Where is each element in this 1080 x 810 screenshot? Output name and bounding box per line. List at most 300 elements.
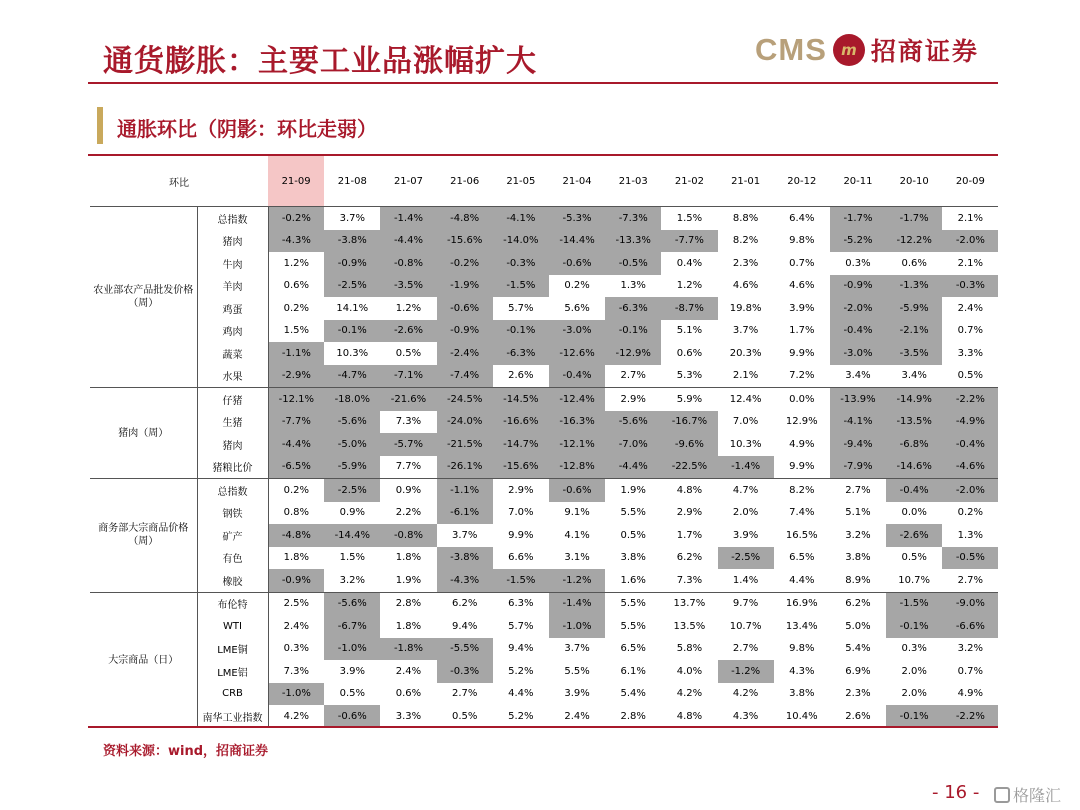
value-cell: 6.9% <box>845 665 871 677</box>
value-cell: -24.5% <box>437 388 493 411</box>
value-cell: -15.6% <box>437 230 493 253</box>
value-cell: 3.7% <box>564 643 590 655</box>
value-cell: -6.7% <box>324 615 380 638</box>
value-cell: -2.0% <box>942 479 998 502</box>
row-label: 水果 <box>197 365 268 388</box>
value-cell: 2.6% <box>845 710 871 722</box>
value-cell: 9.4% <box>508 643 534 655</box>
value-cell: -1.1% <box>437 479 493 502</box>
value-cell: 0.0% <box>774 388 830 411</box>
value-cell: -7.7% <box>661 230 717 253</box>
value-cell: -14.5% <box>493 388 549 411</box>
value-cell: 3.2% <box>339 574 365 586</box>
value-cell: -16.3% <box>549 411 605 434</box>
value-cell: 3.7% <box>732 325 759 337</box>
value-cell: -13.5% <box>886 411 942 434</box>
value-cell: 5.2% <box>508 710 534 722</box>
value-cell: 5.1% <box>676 325 703 337</box>
value-cell: -13.9% <box>830 388 886 411</box>
value-cell: -0.3% <box>493 252 549 275</box>
value-cell: 7.3% <box>676 574 703 586</box>
value-cell: -4.3% <box>268 230 324 253</box>
value-cell: 8.2% <box>732 235 759 247</box>
row-label: LME铜 <box>197 638 268 661</box>
table-row <box>90 275 998 298</box>
value-cell: 2.1% <box>942 207 998 230</box>
value-cell: 3.9% <box>732 529 759 541</box>
value-cell: -21.5% <box>437 433 493 456</box>
value-cell: -15.6% <box>493 456 549 479</box>
value-cell: 0.7% <box>957 325 984 337</box>
value-cell: 16.5% <box>785 529 818 541</box>
row-label: 蔬菜 <box>197 342 268 365</box>
value-cell: 0.9% <box>380 479 436 502</box>
row-label: 总指数 <box>197 207 268 230</box>
value-cell: -12.4% <box>549 388 605 411</box>
value-cell: -5.9% <box>324 456 380 479</box>
value-cell: -0.6% <box>324 705 380 728</box>
value-cell: 1.8% <box>395 620 422 632</box>
row-label: 仔猪 <box>197 388 268 411</box>
value-cell: 4.2% <box>732 688 759 700</box>
value-cell: 0.3% <box>901 643 927 655</box>
logo-company-name: 招商证券 <box>870 37 979 66</box>
value-cell: -5.6% <box>605 411 661 434</box>
table-row <box>90 252 998 275</box>
value-cell: 0.2% <box>957 507 984 519</box>
watermark-logo-icon <box>994 787 1010 803</box>
value-cell: -0.1% <box>886 705 942 728</box>
value-cell: -16.6% <box>493 411 549 434</box>
value-cell: 8.2% <box>774 479 830 502</box>
value-cell: -4.7% <box>324 365 380 388</box>
slide-title: 通货膨胀：主要工业品涨幅扩大 <box>103 44 537 79</box>
column-header: 21-03 <box>618 175 648 187</box>
value-cell: -5.2% <box>830 230 886 253</box>
value-cell: -6.3% <box>605 297 661 320</box>
value-cell: 2.8% <box>620 710 646 722</box>
value-cell: 5.4% <box>845 643 871 655</box>
row-label: 猪肉 <box>197 433 268 456</box>
value-cell: 2.3% <box>845 688 871 700</box>
row-label: 总指数 <box>197 479 268 502</box>
value-cell: -1.4% <box>380 207 436 230</box>
value-cell: -7.7% <box>268 411 324 434</box>
value-cell: 2.8% <box>380 592 436 615</box>
table-corner-label: 环比 <box>169 177 189 189</box>
column-header: 20-11 <box>843 175 873 187</box>
value-cell: -0.8% <box>380 252 436 275</box>
value-cell: 10.3% <box>336 347 369 359</box>
row-label: LME铝 <box>197 660 268 683</box>
value-cell: -7.3% <box>605 207 661 230</box>
value-cell: 2.7% <box>957 574 984 586</box>
value-cell: -0.1% <box>324 320 380 343</box>
value-cell: 3.9% <box>789 302 815 314</box>
value-cell: 2.6% <box>508 370 534 382</box>
value-cell: -2.2% <box>942 705 998 728</box>
value-cell: 7.3% <box>395 416 422 428</box>
value-cell: -3.5% <box>380 275 436 298</box>
source-note: 资料来源：wind，招商证券 <box>103 744 269 759</box>
value-cell: 4.4% <box>508 688 534 700</box>
value-cell: 7.2% <box>789 370 815 382</box>
value-cell: 7.0% <box>508 507 534 519</box>
value-cell: -0.8% <box>380 524 436 547</box>
table-body <box>90 207 998 728</box>
value-cell: -4.1% <box>830 411 886 434</box>
column-header: 21-06 <box>450 175 480 187</box>
value-cell: 8.9% <box>845 574 871 586</box>
value-cell: -12.1% <box>549 433 605 456</box>
table-subtitle: 通胀环比（阴影：环比走弱） <box>117 117 377 141</box>
value-cell: 12.9% <box>785 416 818 428</box>
table-row <box>90 479 998 502</box>
value-cell: -2.0% <box>942 230 998 253</box>
value-cell: 9.4% <box>451 620 478 632</box>
value-cell: 9.1% <box>564 507 590 519</box>
value-cell: 0.5% <box>901 552 927 564</box>
value-cell: 4.9% <box>957 688 984 700</box>
row-label: 鸡蛋 <box>197 297 268 320</box>
value-cell: 6.3% <box>493 592 549 615</box>
value-cell: 3.3% <box>957 347 984 359</box>
value-cell: -0.9% <box>437 320 493 343</box>
value-cell: -5.9% <box>886 297 942 320</box>
value-cell: -6.3% <box>493 342 549 365</box>
value-cell: -12.6% <box>549 342 605 365</box>
value-cell: 3.9% <box>564 688 590 700</box>
value-cell: -18.0% <box>324 388 380 411</box>
value-cell: -0.5% <box>605 252 661 275</box>
column-header: 21-09 <box>268 156 324 207</box>
value-cell: 8.8% <box>718 207 774 230</box>
value-cell: -1.4% <box>549 592 605 615</box>
row-label: 生猪 <box>197 411 268 434</box>
value-cell: -4.3% <box>437 569 493 592</box>
table-row <box>90 411 998 434</box>
column-header: 21-04 <box>562 175 592 187</box>
value-cell: 6.5% <box>620 643 646 655</box>
value-cell: 2.4% <box>395 665 422 677</box>
table-row <box>90 660 998 683</box>
value-cell: 7.3% <box>283 665 310 677</box>
value-cell: -0.1% <box>493 320 549 343</box>
value-cell: 3.2% <box>957 643 984 655</box>
value-cell: -12.1% <box>268 388 324 411</box>
value-cell: -0.2% <box>268 207 324 230</box>
value-cell: 4.0% <box>676 665 703 677</box>
value-cell: 2.9% <box>493 479 549 502</box>
value-cell: -7.4% <box>437 365 493 388</box>
value-cell: 12.4% <box>718 388 774 411</box>
value-cell: 0.2% <box>283 302 310 314</box>
value-cell: -5.6% <box>324 411 380 434</box>
value-cell: 5.6% <box>564 302 590 314</box>
value-cell: 9.8% <box>789 235 815 247</box>
title-divider <box>88 82 998 84</box>
value-cell: -2.5% <box>324 275 380 298</box>
value-cell: 10.3% <box>729 438 762 450</box>
group-label: 商务部大宗商品价格（周） <box>90 479 197 593</box>
value-cell: -0.6% <box>549 252 605 275</box>
value-cell: -1.7% <box>886 207 942 230</box>
value-cell: 3.7% <box>324 207 380 230</box>
row-label: 矿产 <box>197 524 268 547</box>
group-label: 大宗商品（日） <box>90 592 197 728</box>
value-cell: 3.3% <box>395 710 422 722</box>
value-cell: 4.7% <box>718 479 774 502</box>
value-cell: -3.8% <box>437 547 493 570</box>
value-cell: 13.5% <box>673 620 706 632</box>
row-label: 鸡肉 <box>197 320 268 343</box>
value-cell: 5.9% <box>661 388 717 411</box>
value-cell: -2.1% <box>886 320 942 343</box>
value-cell: -24.0% <box>437 411 493 434</box>
value-cell: 2.7% <box>620 370 646 382</box>
value-cell: -6.5% <box>268 456 324 479</box>
group-label: 农业部农产品批发价格（周） <box>90 207 197 388</box>
value-cell: 0.5% <box>957 370 984 382</box>
value-cell: 16.9% <box>774 592 830 615</box>
value-cell: -1.0% <box>268 683 324 706</box>
value-cell: 0.0% <box>901 507 927 519</box>
value-cell: 0.6% <box>283 280 310 292</box>
value-cell: -14.0% <box>493 230 549 253</box>
value-cell: -5.0% <box>324 433 380 456</box>
value-cell: 1.8% <box>283 552 310 564</box>
table-row <box>90 388 998 411</box>
value-cell: 2.4% <box>957 302 984 314</box>
value-cell: -6.8% <box>886 433 942 456</box>
value-cell: -2.5% <box>324 479 380 502</box>
table-row <box>90 524 998 547</box>
value-cell: -1.5% <box>493 275 549 298</box>
value-cell: -0.6% <box>549 479 605 502</box>
value-cell: 0.5% <box>339 688 365 700</box>
value-cell: 2.9% <box>605 388 661 411</box>
value-cell: 5.1% <box>845 507 871 519</box>
value-cell: -2.4% <box>437 342 493 365</box>
value-cell: 6.2% <box>676 552 703 564</box>
value-cell: -2.2% <box>942 388 998 411</box>
value-cell: 4.8% <box>661 479 717 502</box>
value-cell: -0.6% <box>437 297 493 320</box>
value-cell: 4.2% <box>676 688 703 700</box>
value-cell: 2.9% <box>676 507 703 519</box>
table-row <box>90 342 998 365</box>
value-cell: -2.0% <box>830 297 886 320</box>
value-cell: 3.4% <box>901 370 927 382</box>
value-cell: 5.4% <box>620 688 646 700</box>
value-cell: -4.9% <box>942 411 998 434</box>
value-cell: 1.5% <box>283 325 310 337</box>
value-cell: 2.0% <box>732 507 759 519</box>
value-cell: -4.4% <box>268 433 324 456</box>
value-cell: -5.6% <box>324 592 380 615</box>
value-cell: 0.4% <box>676 257 703 269</box>
value-cell: -1.3% <box>886 275 942 298</box>
value-cell: 14.1% <box>336 302 369 314</box>
value-cell: 9.9% <box>789 461 815 473</box>
value-cell: 5.3% <box>676 370 703 382</box>
value-cell: -4.8% <box>268 524 324 547</box>
value-cell: -12.8% <box>549 456 605 479</box>
value-cell: -1.4% <box>718 456 774 479</box>
value-cell: -2.6% <box>886 524 942 547</box>
value-cell: -1.1% <box>268 342 324 365</box>
value-cell: -2.6% <box>380 320 436 343</box>
value-cell: 3.1% <box>564 552 590 564</box>
value-cell: 5.8% <box>676 643 703 655</box>
value-cell: 9.7% <box>718 592 774 615</box>
value-cell: -7.0% <box>605 433 661 456</box>
value-cell: 0.5% <box>395 347 422 359</box>
row-label: 有色 <box>197 547 268 570</box>
watermark <box>994 783 1061 806</box>
value-cell: -21.6% <box>380 388 436 411</box>
column-header: 21-01 <box>731 175 761 187</box>
value-cell: 0.2% <box>564 280 590 292</box>
value-cell: 0.3% <box>845 257 871 269</box>
column-header: 21-05 <box>506 175 536 187</box>
value-cell: -2.5% <box>718 547 774 570</box>
value-cell: 3.4% <box>845 370 871 382</box>
value-cell: 4.2% <box>283 710 310 722</box>
inflation-mom-table <box>90 156 998 728</box>
value-cell: 0.9% <box>339 507 365 519</box>
value-cell: 1.9% <box>395 574 422 586</box>
value-cell: 13.4% <box>785 620 818 632</box>
value-cell: 5.7% <box>508 620 534 632</box>
value-cell: 10.4% <box>785 710 818 722</box>
value-cell: 6.2% <box>437 592 493 615</box>
value-cell: 1.5% <box>661 207 717 230</box>
value-cell: 2.7% <box>830 479 886 502</box>
value-cell: 1.5% <box>339 552 365 564</box>
value-cell: 6.6% <box>508 552 534 564</box>
value-cell: 10.7% <box>898 574 931 586</box>
row-label: 牛肉 <box>197 252 268 275</box>
value-cell: -0.9% <box>268 569 324 592</box>
value-cell: 1.2% <box>676 280 703 292</box>
value-cell: 0.8% <box>283 507 310 519</box>
value-cell: 2.4% <box>564 710 590 722</box>
table-row <box>90 683 998 706</box>
value-cell: 5.7% <box>508 302 534 314</box>
value-cell: -14.4% <box>549 230 605 253</box>
value-cell: 0.5% <box>451 710 478 722</box>
value-cell: -5.3% <box>549 207 605 230</box>
value-cell: 0.3% <box>283 643 310 655</box>
value-cell: 2.3% <box>732 257 759 269</box>
row-label: CRB <box>197 683 268 706</box>
value-cell: -1.5% <box>493 569 549 592</box>
table-row <box>90 547 998 570</box>
value-cell: -0.1% <box>605 320 661 343</box>
row-label: 羊肉 <box>197 275 268 298</box>
logo-emblem-icon: m <box>833 34 865 66</box>
value-cell: -0.4% <box>549 365 605 388</box>
value-cell: 4.3% <box>789 665 815 677</box>
value-cell: -1.7% <box>830 207 886 230</box>
value-cell: 1.2% <box>395 302 422 314</box>
value-cell: -4.8% <box>437 207 493 230</box>
value-cell: 2.4% <box>283 620 310 632</box>
value-cell: -4.1% <box>493 207 549 230</box>
value-cell: 10.7% <box>729 620 762 632</box>
value-cell: 5.5% <box>564 665 590 677</box>
table-bottom-rule <box>88 726 998 728</box>
value-cell: 6.5% <box>789 552 815 564</box>
logo-cms-text: CMS <box>755 32 827 67</box>
value-cell: 9.9% <box>508 529 534 541</box>
value-cell: 9.8% <box>789 643 815 655</box>
value-cell: 20.3% <box>729 347 762 359</box>
value-cell: 0.7% <box>957 665 984 677</box>
value-cell: 5.5% <box>620 507 646 519</box>
value-cell: 3.2% <box>845 529 871 541</box>
value-cell: 5.5% <box>620 620 646 632</box>
value-cell: -9.4% <box>830 433 886 456</box>
value-cell: -4.6% <box>942 456 998 479</box>
value-cell: -7.9% <box>830 456 886 479</box>
value-cell: 0.6% <box>676 347 703 359</box>
value-cell: -2.9% <box>268 365 324 388</box>
value-cell: 5.5% <box>605 592 661 615</box>
value-cell: 2.7% <box>451 688 478 700</box>
value-cell: -14.9% <box>886 388 942 411</box>
value-cell: -0.3% <box>437 660 493 683</box>
value-cell: 2.5% <box>268 592 324 615</box>
value-cell: -1.5% <box>886 592 942 615</box>
value-cell: -1.8% <box>380 638 436 661</box>
value-cell: 2.1% <box>732 370 759 382</box>
value-cell: -26.1% <box>437 456 493 479</box>
value-cell: -0.5% <box>942 547 998 570</box>
value-cell: -1.2% <box>718 660 774 683</box>
value-cell: -16.7% <box>661 411 717 434</box>
value-cell: 4.3% <box>732 710 759 722</box>
page-number: - 16 - <box>932 782 980 803</box>
value-cell: -3.0% <box>549 320 605 343</box>
column-header: 21-07 <box>393 175 423 187</box>
value-cell: 4.1% <box>564 529 590 541</box>
value-cell: -14.7% <box>493 433 549 456</box>
value-cell: -0.4% <box>886 479 942 502</box>
value-cell: 1.9% <box>605 479 661 502</box>
value-cell: 2.1% <box>957 257 984 269</box>
value-cell: -12.9% <box>605 342 661 365</box>
value-cell: -6.6% <box>942 615 998 638</box>
value-cell: 2.0% <box>901 665 927 677</box>
value-cell: -4.4% <box>605 456 661 479</box>
value-cell: 3.7% <box>451 529 478 541</box>
column-header: 21-08 <box>337 175 367 187</box>
row-label: 布伦特 <box>197 592 268 615</box>
table-row <box>90 433 998 456</box>
value-cell: 1.7% <box>676 529 703 541</box>
value-cell: 0.2% <box>268 479 324 502</box>
value-cell: -0.4% <box>942 433 998 456</box>
column-header: 20-12 <box>787 175 817 187</box>
value-cell: 1.4% <box>732 574 759 586</box>
value-cell: -6.1% <box>437 502 493 525</box>
value-cell: -22.5% <box>661 456 717 479</box>
value-cell: -5.5% <box>437 638 493 661</box>
table-row <box>90 456 998 479</box>
table-row <box>90 592 998 615</box>
